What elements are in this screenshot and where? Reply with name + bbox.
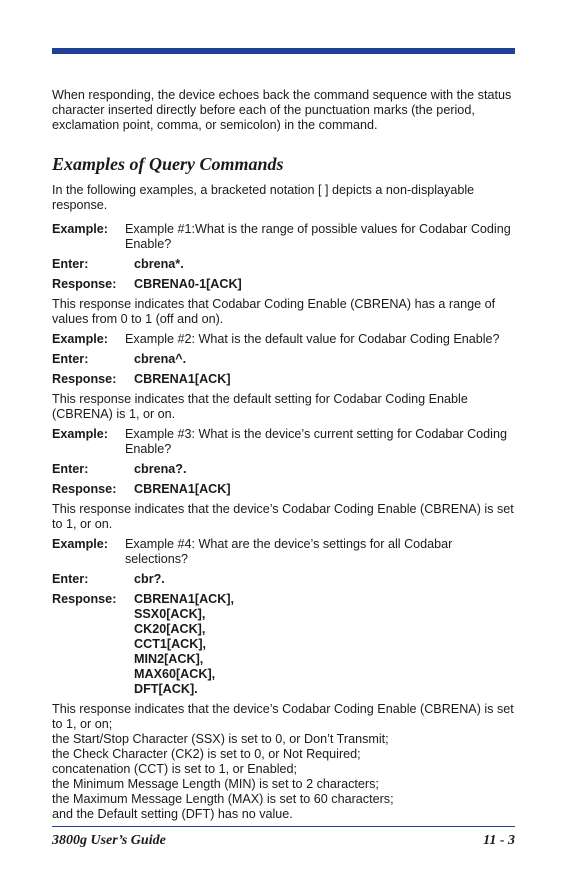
example-1-enter-row bbox=[52, 257, 517, 272]
explanation-line: the Start/Stop Character (SSX) is set to 0, or Don’t Transmit; bbox=[52, 732, 389, 746]
example-1-response-row bbox=[52, 277, 517, 292]
explanation-line: and the Default setting (DFT) has no value. bbox=[52, 807, 293, 821]
example-4-enter: cbr?. bbox=[134, 572, 165, 586]
footer-title: 3800g User’s Guide bbox=[52, 833, 166, 848]
example-2-question: Example #2: What is the default value for Codabar Coding Enable? bbox=[125, 332, 500, 346]
response-line: MAX60[ACK], bbox=[134, 667, 216, 681]
example-2-enter-row bbox=[52, 352, 517, 367]
example-2-explanation: This response indicates that the default setting for Codabar Coding Enable (CBRENA) is 1, or on. bbox=[52, 392, 468, 421]
response-line: CBRENA1[ACK], bbox=[134, 592, 235, 606]
lead-paragraph: In the following examples, a bracketed notation [ ] depicts a non-displayable response. bbox=[52, 183, 475, 212]
page-number: 11 - 3 bbox=[483, 833, 515, 848]
example-3-question-row bbox=[52, 427, 517, 457]
explanation-line: concatenation (CCT) is set to 1, or Enabled; bbox=[52, 762, 298, 776]
example-1-question: Example #1:What is the range of possible values for Codabar Coding Enable? bbox=[125, 222, 511, 251]
enter-label: Enter: bbox=[52, 352, 89, 366]
example-1-explanation: This response indicates that Codabar Coding Enable (CBRENA) has a range of values from 0 to 1 (off and on). bbox=[52, 297, 496, 326]
response-label: Response: bbox=[52, 277, 117, 291]
example-label: Example: bbox=[52, 332, 108, 346]
page-content bbox=[52, 88, 517, 822]
response-line: DFT[ACK]. bbox=[134, 682, 198, 696]
example-2-response: CBRENA1[ACK] bbox=[134, 372, 231, 386]
response-label: Response: bbox=[52, 372, 117, 386]
example-1-response: CBRENA0-1[ACK] bbox=[134, 277, 242, 291]
example-4-response-row bbox=[52, 592, 517, 697]
example-4-question-row bbox=[52, 537, 517, 567]
enter-label: Enter: bbox=[52, 572, 89, 586]
example-3-enter-row bbox=[52, 462, 517, 477]
example-label: Example: bbox=[52, 427, 108, 441]
footer-rule bbox=[52, 826, 515, 827]
enter-label: Enter: bbox=[52, 257, 89, 271]
example-2-response-row bbox=[52, 372, 517, 387]
example-3-response-row bbox=[52, 482, 517, 497]
explanation-line: the Minimum Message Length (MIN) is set to 2 characters; bbox=[52, 777, 379, 791]
example-3-explanation: This response indicates that the device’s Codabar Coding Enable (CBRENA) is set to 1, or on. bbox=[52, 502, 514, 531]
response-line: SSX0[ACK], bbox=[134, 607, 206, 621]
response-line: CK20[ACK], bbox=[134, 622, 206, 636]
response-label: Response: bbox=[52, 592, 117, 606]
example-4-explanation bbox=[52, 702, 517, 822]
response-label: Response: bbox=[52, 482, 117, 496]
example-3-question: Example #3: What is the device’s current setting for Codabar Coding Enable? bbox=[125, 427, 507, 456]
intro-paragraph: When responding, the device echoes back the command sequence with the status character inserted directly before each of the punctuation marks (the period, exclamation point, comma, or semicolon) in the command. bbox=[52, 88, 512, 132]
explanation-line: This response indicates that the device’s Codabar Coding Enable (CBRENA) is set to 1, or on; bbox=[52, 702, 514, 731]
example-3-response: CBRENA1[ACK] bbox=[134, 482, 231, 496]
example-3-enter: cbrena?. bbox=[134, 462, 187, 476]
explanation-line: the Check Character (CK2) is set to 0, or Not Required; bbox=[52, 747, 361, 761]
example-2-enter: cbrena^. bbox=[134, 352, 187, 366]
example-4-enter-row bbox=[52, 572, 517, 587]
example-4-response-lines bbox=[134, 592, 517, 697]
example-label: Example: bbox=[52, 537, 108, 551]
response-line: CCT1[ACK], bbox=[134, 637, 207, 651]
response-line: MIN2[ACK], bbox=[134, 652, 204, 666]
example-4-question: Example #4: What are the device’s settings for all Codabar selections? bbox=[125, 537, 453, 566]
section-heading: Examples of Query Commands bbox=[52, 154, 284, 174]
enter-label: Enter: bbox=[52, 462, 89, 476]
example-2-question-row bbox=[52, 332, 517, 347]
example-1-enter: cbrena*. bbox=[134, 257, 184, 271]
explanation-line: the Maximum Message Length (MAX) is set to 60 characters; bbox=[52, 792, 394, 806]
example-label: Example: bbox=[52, 222, 108, 236]
header-rule bbox=[52, 48, 515, 54]
example-1-question-row bbox=[52, 222, 517, 252]
page-footer bbox=[52, 833, 515, 849]
